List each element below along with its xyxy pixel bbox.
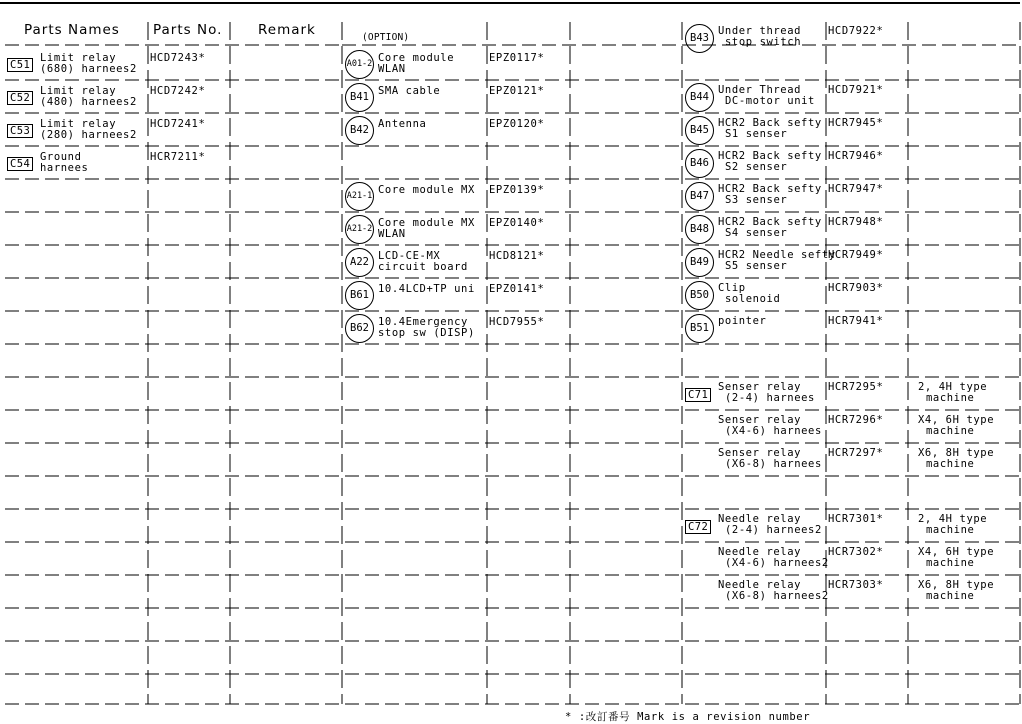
part-number: HCD7241* (150, 118, 206, 130)
remark: X6, 8H type (918, 447, 995, 459)
ref-circle: B48 (685, 215, 714, 244)
ref-box: C54 (7, 157, 33, 171)
part-name-line2: S3 senser (725, 194, 788, 206)
part-number: HCR7211* (150, 151, 206, 163)
part-name: SMA cable (378, 85, 441, 97)
ref-circle: B61 (345, 281, 374, 310)
ref-circle: B44 (685, 83, 714, 112)
ref-box: C71 (685, 388, 711, 402)
part-name: Senser relay (718, 381, 802, 393)
part-number: HCD7242* (150, 85, 206, 97)
remark: 2, 4H type (918, 381, 988, 393)
remark: 2, 4H type (918, 513, 988, 525)
part-number: HCR7301* (828, 513, 884, 525)
part-name: Needle relay (718, 513, 802, 525)
part-name: HCR2 Back sefty (718, 150, 822, 162)
part-name: 10.4LCD+TP uni (378, 283, 475, 295)
part-name-line2: (X6-8) harnees (725, 458, 822, 470)
remark-line2: machine (926, 392, 975, 404)
part-name: Senser relay (718, 414, 802, 426)
part-name-line2: (680) harnees2 (40, 63, 137, 75)
option-label: (OPTION) (362, 32, 410, 43)
ref-circle: B62 (345, 314, 374, 343)
part-name: Under Thread (718, 84, 802, 96)
part-name-line2: stop switch (725, 36, 802, 48)
part-number: HCD7922* (828, 25, 884, 37)
part-name: Clip (718, 282, 746, 294)
part-number: HCR7948* (828, 216, 884, 228)
part-number: EPZ0140* (489, 217, 545, 229)
part-name: 10.4Emergency (378, 316, 468, 328)
ref-circle: B51 (685, 314, 714, 343)
part-number: EPZ0121* (489, 85, 545, 97)
part-number: HCR7947* (828, 183, 884, 195)
ref-circle: A21-2 (345, 215, 374, 244)
ref-circle: B43 (685, 24, 714, 53)
part-name-line2: circuit board (378, 261, 468, 273)
part-name: Core module MX (378, 184, 475, 196)
ref-circle: A01-2 (345, 50, 374, 79)
footnote: * :改訂番号 Mark is a revision number (565, 711, 811, 723)
part-name: Core module MX (378, 217, 475, 229)
part-name: HCR2 Back sefty (718, 216, 822, 228)
part-name-line2: (X4-6) harnees (725, 425, 822, 437)
part-name-line2: S4 senser (725, 227, 788, 239)
part-name: HCR2 Needle sefty (718, 249, 836, 261)
part-name: pointer (718, 315, 767, 327)
part-name: Limit relay (40, 118, 117, 130)
part-number: HCR7949* (828, 249, 884, 261)
part-name-line2: WLAN (378, 228, 406, 240)
part-name: HCR2 Back sefty (718, 117, 822, 129)
ref-box: C51 (7, 58, 33, 72)
part-name-line2: S1 senser (725, 128, 788, 140)
part-number: EPZ0120* (489, 118, 545, 130)
part-number: HCD7243* (150, 52, 206, 64)
part-name-line2: S2 senser (725, 161, 788, 173)
part-name: Ground (40, 151, 82, 163)
part-name-line2: harnees (40, 162, 89, 174)
part-name: Core module (378, 52, 455, 64)
ref-circle: A21-1 (345, 182, 374, 211)
remark-line2: machine (926, 590, 975, 602)
part-name: LCD-CE-MX (378, 250, 441, 262)
ref-circle: B50 (685, 281, 714, 310)
remark: X4, 6H type (918, 546, 995, 558)
part-number: HCR7941* (828, 315, 884, 327)
part-name-line2: (2-4) harnees2 (725, 524, 822, 536)
remark-line2: machine (926, 425, 975, 437)
remark: X4, 6H type (918, 414, 995, 426)
part-name: HCR2 Back sefty (718, 183, 822, 195)
part-number: HCR7945* (828, 117, 884, 129)
part-number: HCD8121* (489, 250, 545, 262)
part-name-line2: stop sw (DISP) (378, 327, 475, 339)
part-name: Senser relay (718, 447, 802, 459)
remark-line2: machine (926, 557, 975, 569)
ref-box: C53 (7, 124, 33, 138)
part-name-line2: (2-4) harnees (725, 392, 815, 404)
ref-circle: B42 (345, 116, 374, 145)
ref-circle: B47 (685, 182, 714, 211)
part-name-line2: (X6-8) harnees2 (725, 590, 829, 602)
part-number: HCR7303* (828, 579, 884, 591)
part-name-line2: solenoid (725, 293, 781, 305)
remark: X6, 8H type (918, 579, 995, 591)
header-remark: Remark (258, 22, 316, 38)
ref-circle: B45 (685, 116, 714, 145)
part-number: HCD7921* (828, 84, 884, 96)
part-name-line2: (280) harnees2 (40, 129, 137, 141)
part-name-line2: (X4-6) harnees2 (725, 557, 829, 569)
ref-circle: B49 (685, 248, 714, 277)
header-parts-no: Parts No. (153, 22, 223, 38)
part-number: HCR7297* (828, 447, 884, 459)
part-number: EPZ0117* (489, 52, 545, 64)
part-number: HCR7302* (828, 546, 884, 558)
part-number: EPZ0139* (489, 184, 545, 196)
ref-box: C72 (685, 520, 711, 534)
header-parts-names: Parts Names (24, 22, 120, 38)
part-name: Limit relay (40, 85, 117, 97)
ref-circle: B46 (685, 149, 714, 178)
part-name: Needle relay (718, 579, 802, 591)
ref-circle: B41 (345, 83, 374, 112)
part-name: Needle relay (718, 546, 802, 558)
part-name-line2: DC-motor unit (725, 95, 815, 107)
part-number: EPZ0141* (489, 283, 545, 295)
part-name-line2: S5 senser (725, 260, 788, 272)
part-number: HCR7296* (828, 414, 884, 426)
part-name: Antenna (378, 118, 427, 130)
part-name: Under thread (718, 25, 802, 37)
ref-circle: A22 (345, 248, 374, 277)
remark-line2: machine (926, 524, 975, 536)
part-number: HCR7946* (828, 150, 884, 162)
part-number: HCR7903* (828, 282, 884, 294)
part-number: HCR7295* (828, 381, 884, 393)
part-name-line2: (480) harnees2 (40, 96, 137, 108)
part-name-line2: WLAN (378, 63, 406, 75)
part-name: Limit relay (40, 52, 117, 64)
remark-line2: machine (926, 458, 975, 470)
ref-box: C52 (7, 91, 33, 105)
part-number: HCD7955* (489, 316, 545, 328)
